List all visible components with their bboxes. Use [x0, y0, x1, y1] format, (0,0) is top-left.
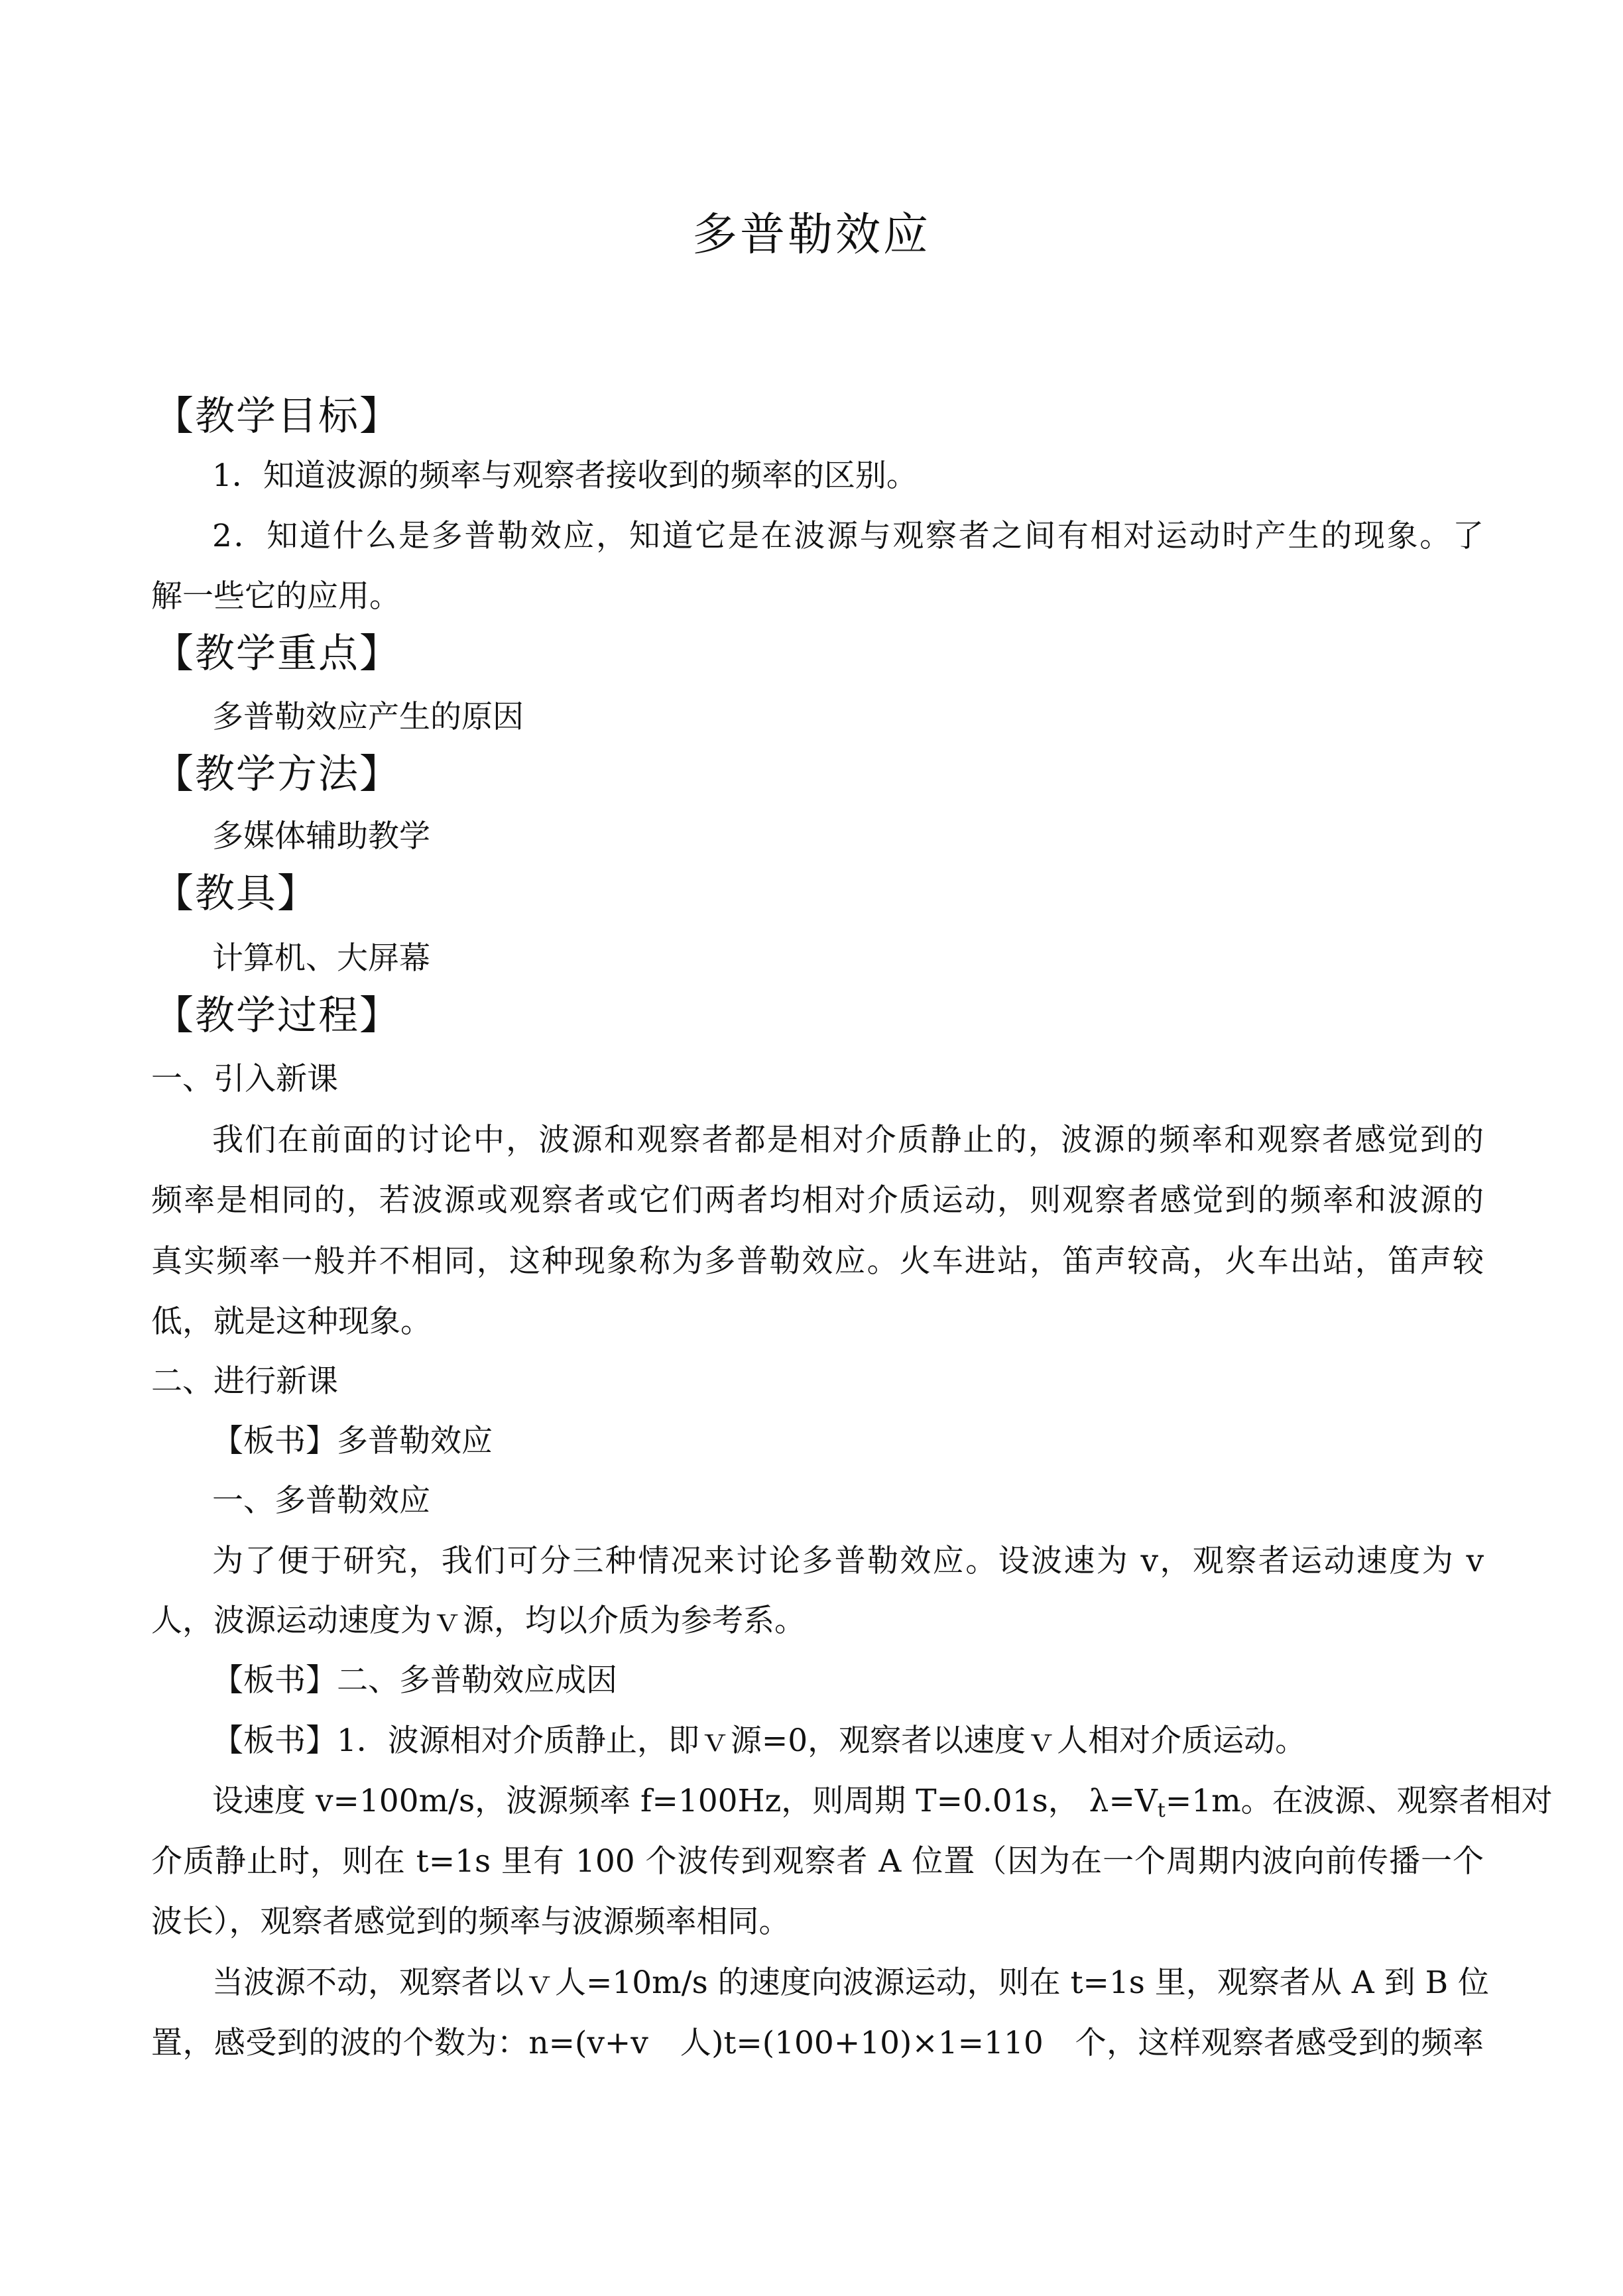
page-title: 多普勒效应 — [691, 209, 931, 261]
heading-key-points: 【教学重点】 — [154, 631, 400, 677]
study-line-2: 人，波源运动速度为ｖ源，均以介质为参考系。 — [151, 1602, 806, 1639]
intro-line-1: 我们在前面的讨论中，波源和观察者都是相对介质静止的，波源的频率和观察者感觉到的 — [212, 1122, 1484, 1158]
part-1-heading: 一、引入新课 — [151, 1061, 338, 1097]
part-2-heading: 二、进行新课 — [151, 1363, 338, 1400]
heading-methods: 【教学方法】 — [154, 751, 400, 798]
move-line-2: 置，感受到的波的个数为：n=(v+v 人)t=(100+10)×1=110 个，这样观察者感受到的频率 — [151, 2025, 1484, 2061]
intro-line-4: 低，就是这种现象。 — [151, 1303, 432, 1340]
tools-text: 计算机、大屏幕 — [212, 940, 430, 977]
subscript-t: t — [1157, 1799, 1166, 1822]
methods-text: 多媒体辅助教学 — [212, 818, 430, 855]
objective-item-2-line-2: 解一些它的应用。 — [151, 578, 400, 615]
heading-process: 【教学过程】 — [154, 993, 400, 1039]
board-note-2: 【板书】二、多普勒效应成因 — [212, 1662, 617, 1699]
study-line-1: 为了便于研究，我们可分三种情况来讨论多普勒效应。设波速为 v，观察者运动速度为 v — [212, 1543, 1484, 1579]
speed-line-3: 波长），观察者感觉到的频率与波源频率相同。 — [151, 1903, 790, 1940]
speed-line-1-start: 设速度 v=100m/s，波源频率 f=100Hz，则周期 T=0.01s， λ=V — [212, 1783, 1158, 1819]
intro-line-2: 频率是相同的，若波源或观察者或它们两者均相对介质运动，则观察者感觉到的频率和波源的 — [151, 1182, 1484, 1219]
subheading-doppler: 一、多普勒效应 — [212, 1482, 430, 1519]
intro-line-3: 真实频率一般并不相同，这种现象称为多普勒效应。火车进站，笛声较高，火车出站，笛声较 — [151, 1243, 1484, 1280]
speed-line-1-end: =1m。在波源、观察者相对 — [1165, 1783, 1553, 1819]
board-note-1: 【板书】多普勒效应 — [212, 1423, 493, 1459]
board-note-3: 【板书】1．波源相对介质静止，即ｖ源=0，观察者以速度ｖ人相对介质运动。 — [212, 1722, 1307, 1759]
heading-objectives: 【教学目标】 — [154, 393, 400, 440]
speed-line-2: 介质静止时，则在 t=1s 里有 100 个波传到观察者 A 位置（因为在一个周期内波向前传播一个 — [151, 1843, 1484, 1880]
speed-line-1 — [212, 1780, 1553, 1832]
objective-item-1: 1．知道波源的频率与观察者接收到的频率的区别。 — [212, 457, 918, 494]
move-line-1: 当波源不动，观察者以ｖ人=10m/s 的速度向波源运动，则在 t=1s 里，观察者从 A 到 B 位 — [212, 1964, 1490, 2001]
objective-item-2-line-1: 2．知道什么是多普勒效应，知道它是在波源与观察者之间有相对运动时产生的现象。了 — [212, 518, 1484, 554]
key-points-text: 多普勒效应产生的原因 — [212, 699, 524, 735]
heading-tools: 【教具】 — [154, 871, 318, 917]
